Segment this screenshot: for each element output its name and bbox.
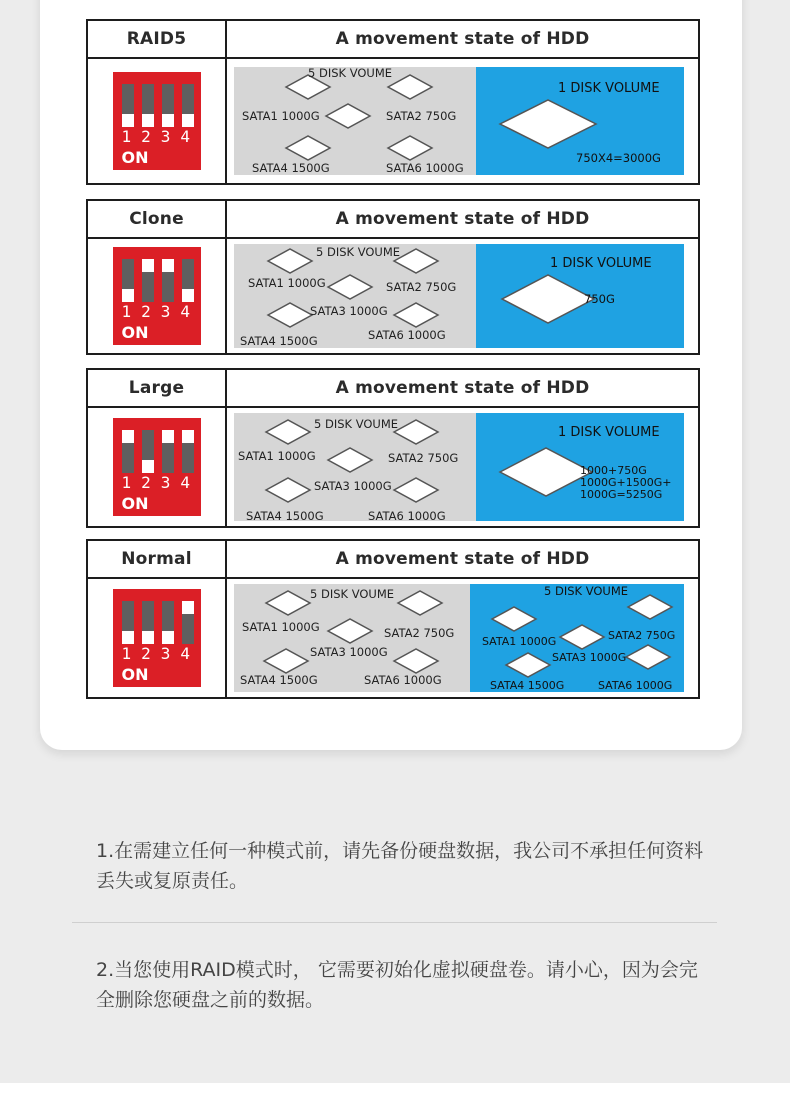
disk-label: SATA3 1000G xyxy=(309,304,388,318)
table-body xyxy=(88,408,698,526)
disk-label: SATA1 1000G xyxy=(237,449,316,463)
mode-table-normal xyxy=(86,539,700,699)
left-volume-label: 5 DISK VOUME xyxy=(309,587,394,601)
dip-cell xyxy=(88,408,227,526)
volume-capacity: 750G xyxy=(583,292,615,306)
dip-switch-2 xyxy=(142,259,154,302)
disk-label: SATA1 1000G xyxy=(481,635,556,648)
disk-label: SATA6 1000G xyxy=(367,509,446,523)
hdd-diagram xyxy=(227,59,698,183)
disk-label: SATA3 1000G xyxy=(551,651,626,664)
volume-capacity: 1000G+1500G+ xyxy=(579,476,671,489)
disk-label: SATA6 1000G xyxy=(367,328,446,342)
dip-numbers: 1 2 3 4 xyxy=(121,473,191,492)
table-header xyxy=(88,370,698,408)
disk-label: SATA4 1500G xyxy=(489,679,564,692)
disk-label: SATA2 750G xyxy=(387,451,458,465)
dip-switch-4 xyxy=(182,430,194,473)
divider xyxy=(72,922,717,923)
column-header: A movement state of HDD xyxy=(335,378,590,398)
disk-label: SATA6 1000G xyxy=(363,673,442,687)
dip-on-label: ON xyxy=(121,665,149,684)
hdd-diagram-normal xyxy=(228,581,698,695)
hdd-diagram-raid5 xyxy=(228,62,698,180)
hdd-diagram-large xyxy=(228,410,698,524)
right-volume-title: 1 DISK VOLUME xyxy=(557,425,660,440)
mode-table-large xyxy=(86,368,700,528)
mode-name: Large xyxy=(88,370,227,406)
dip-switch-3 xyxy=(162,601,174,644)
left-volume-label: 5 DISK VOUME xyxy=(313,417,398,431)
left-volume-label: 5 DISK VOUME xyxy=(307,66,392,80)
table-body xyxy=(88,579,698,697)
dip-switch-2 xyxy=(142,84,154,127)
dip-on-label: ON xyxy=(121,494,149,513)
dip-numbers: 1 2 3 4 xyxy=(121,127,191,146)
dip-on-label: ON xyxy=(121,323,149,342)
dip-switch-1 xyxy=(122,601,134,644)
dip-switch xyxy=(113,247,201,345)
dip-cell xyxy=(88,579,227,697)
dip-switch xyxy=(113,589,201,687)
disk-label: SATA2 750G xyxy=(383,626,454,640)
dip-switch-2 xyxy=(142,430,154,473)
dip-cell xyxy=(88,239,227,353)
mode-name: Normal xyxy=(88,541,227,577)
disk-label: SATA4 1500G xyxy=(245,509,324,523)
dip-numbers: 1 2 3 4 xyxy=(121,644,191,663)
disk-label: SATA1 1000G xyxy=(241,620,320,634)
table-header xyxy=(88,21,698,59)
volume-capacity: 750X4=3000G xyxy=(575,151,661,165)
right-volume-title: 1 DISK VOLUME xyxy=(557,81,660,96)
mode-table-clone xyxy=(86,199,700,355)
mode-name: RAID5 xyxy=(88,21,227,57)
hdd-diagram xyxy=(227,579,698,697)
disk-label: SATA4 1500G xyxy=(239,673,318,687)
dip-switch-1 xyxy=(122,259,134,302)
dip-switch-3 xyxy=(162,259,174,302)
dip-switch-2 xyxy=(142,601,154,644)
dip-switch-3 xyxy=(162,430,174,473)
disk-label: SATA1 1000G xyxy=(247,276,326,290)
hdd-diagram xyxy=(227,239,698,353)
disk-label: SATA2 750G xyxy=(385,109,456,123)
hdd-diagram xyxy=(227,408,698,526)
disk-label: SATA2 750G xyxy=(607,629,675,642)
disk-label: SATA6 1000G xyxy=(385,161,464,175)
column-header: A movement state of HDD xyxy=(335,209,590,229)
right-volume-title: 5 DISK VOUME xyxy=(543,584,628,598)
dip-switch xyxy=(113,72,201,170)
column-header: A movement state of HDD xyxy=(335,549,590,569)
column-header: A movement state of HDD xyxy=(335,29,590,49)
volume-capacity: 1000G=5250G xyxy=(579,488,662,501)
disk-label: SATA1 1000G xyxy=(241,109,320,123)
dip-switch-1 xyxy=(122,430,134,473)
dip-switch-4 xyxy=(182,259,194,302)
dip-numbers: 1 2 3 4 xyxy=(121,302,191,321)
dip-switch-1 xyxy=(122,84,134,127)
left-volume-label: 5 DISK VOUME xyxy=(315,245,400,259)
mode-table-raid5 xyxy=(86,19,700,185)
dip-cell xyxy=(88,59,227,183)
table-body xyxy=(88,239,698,353)
disk-label: SATA3 1000G xyxy=(313,479,392,493)
table-header xyxy=(88,541,698,579)
mode-name: Clone xyxy=(88,201,227,237)
volume-capacity: 1000+750G xyxy=(579,464,647,477)
dip-switch-4 xyxy=(182,601,194,644)
dip-on-label: ON xyxy=(121,148,149,167)
disk-label: SATA3 1000G xyxy=(309,645,388,659)
dip-switch xyxy=(113,418,201,516)
disk-label: SATA4 1500G xyxy=(239,334,318,348)
right-volume-title: 1 DISK VOLUME xyxy=(549,256,652,271)
disk-label: SATA4 1500G xyxy=(251,161,330,175)
page-bottom-strip xyxy=(0,1083,790,1107)
table-header xyxy=(88,201,698,239)
note-2: 2.当您使用RAID模式时， 它需要初始化虚拟硬盘卷。请小心，因为会完全删除您硬盘之前的数据。 xyxy=(96,959,698,1011)
hdd-diagram-clone xyxy=(228,241,698,351)
disk-label: SATA2 750G xyxy=(385,280,456,294)
dip-switch-3 xyxy=(162,84,174,127)
note-1: 1.在需建立任何一种模式前，请先备份硬盘数据，我公司不承担任何资料丢失或复原责任。 xyxy=(96,840,704,892)
dip-switch-4 xyxy=(182,84,194,127)
table-body xyxy=(88,59,698,183)
disk-label: SATA6 1000G xyxy=(597,679,672,692)
